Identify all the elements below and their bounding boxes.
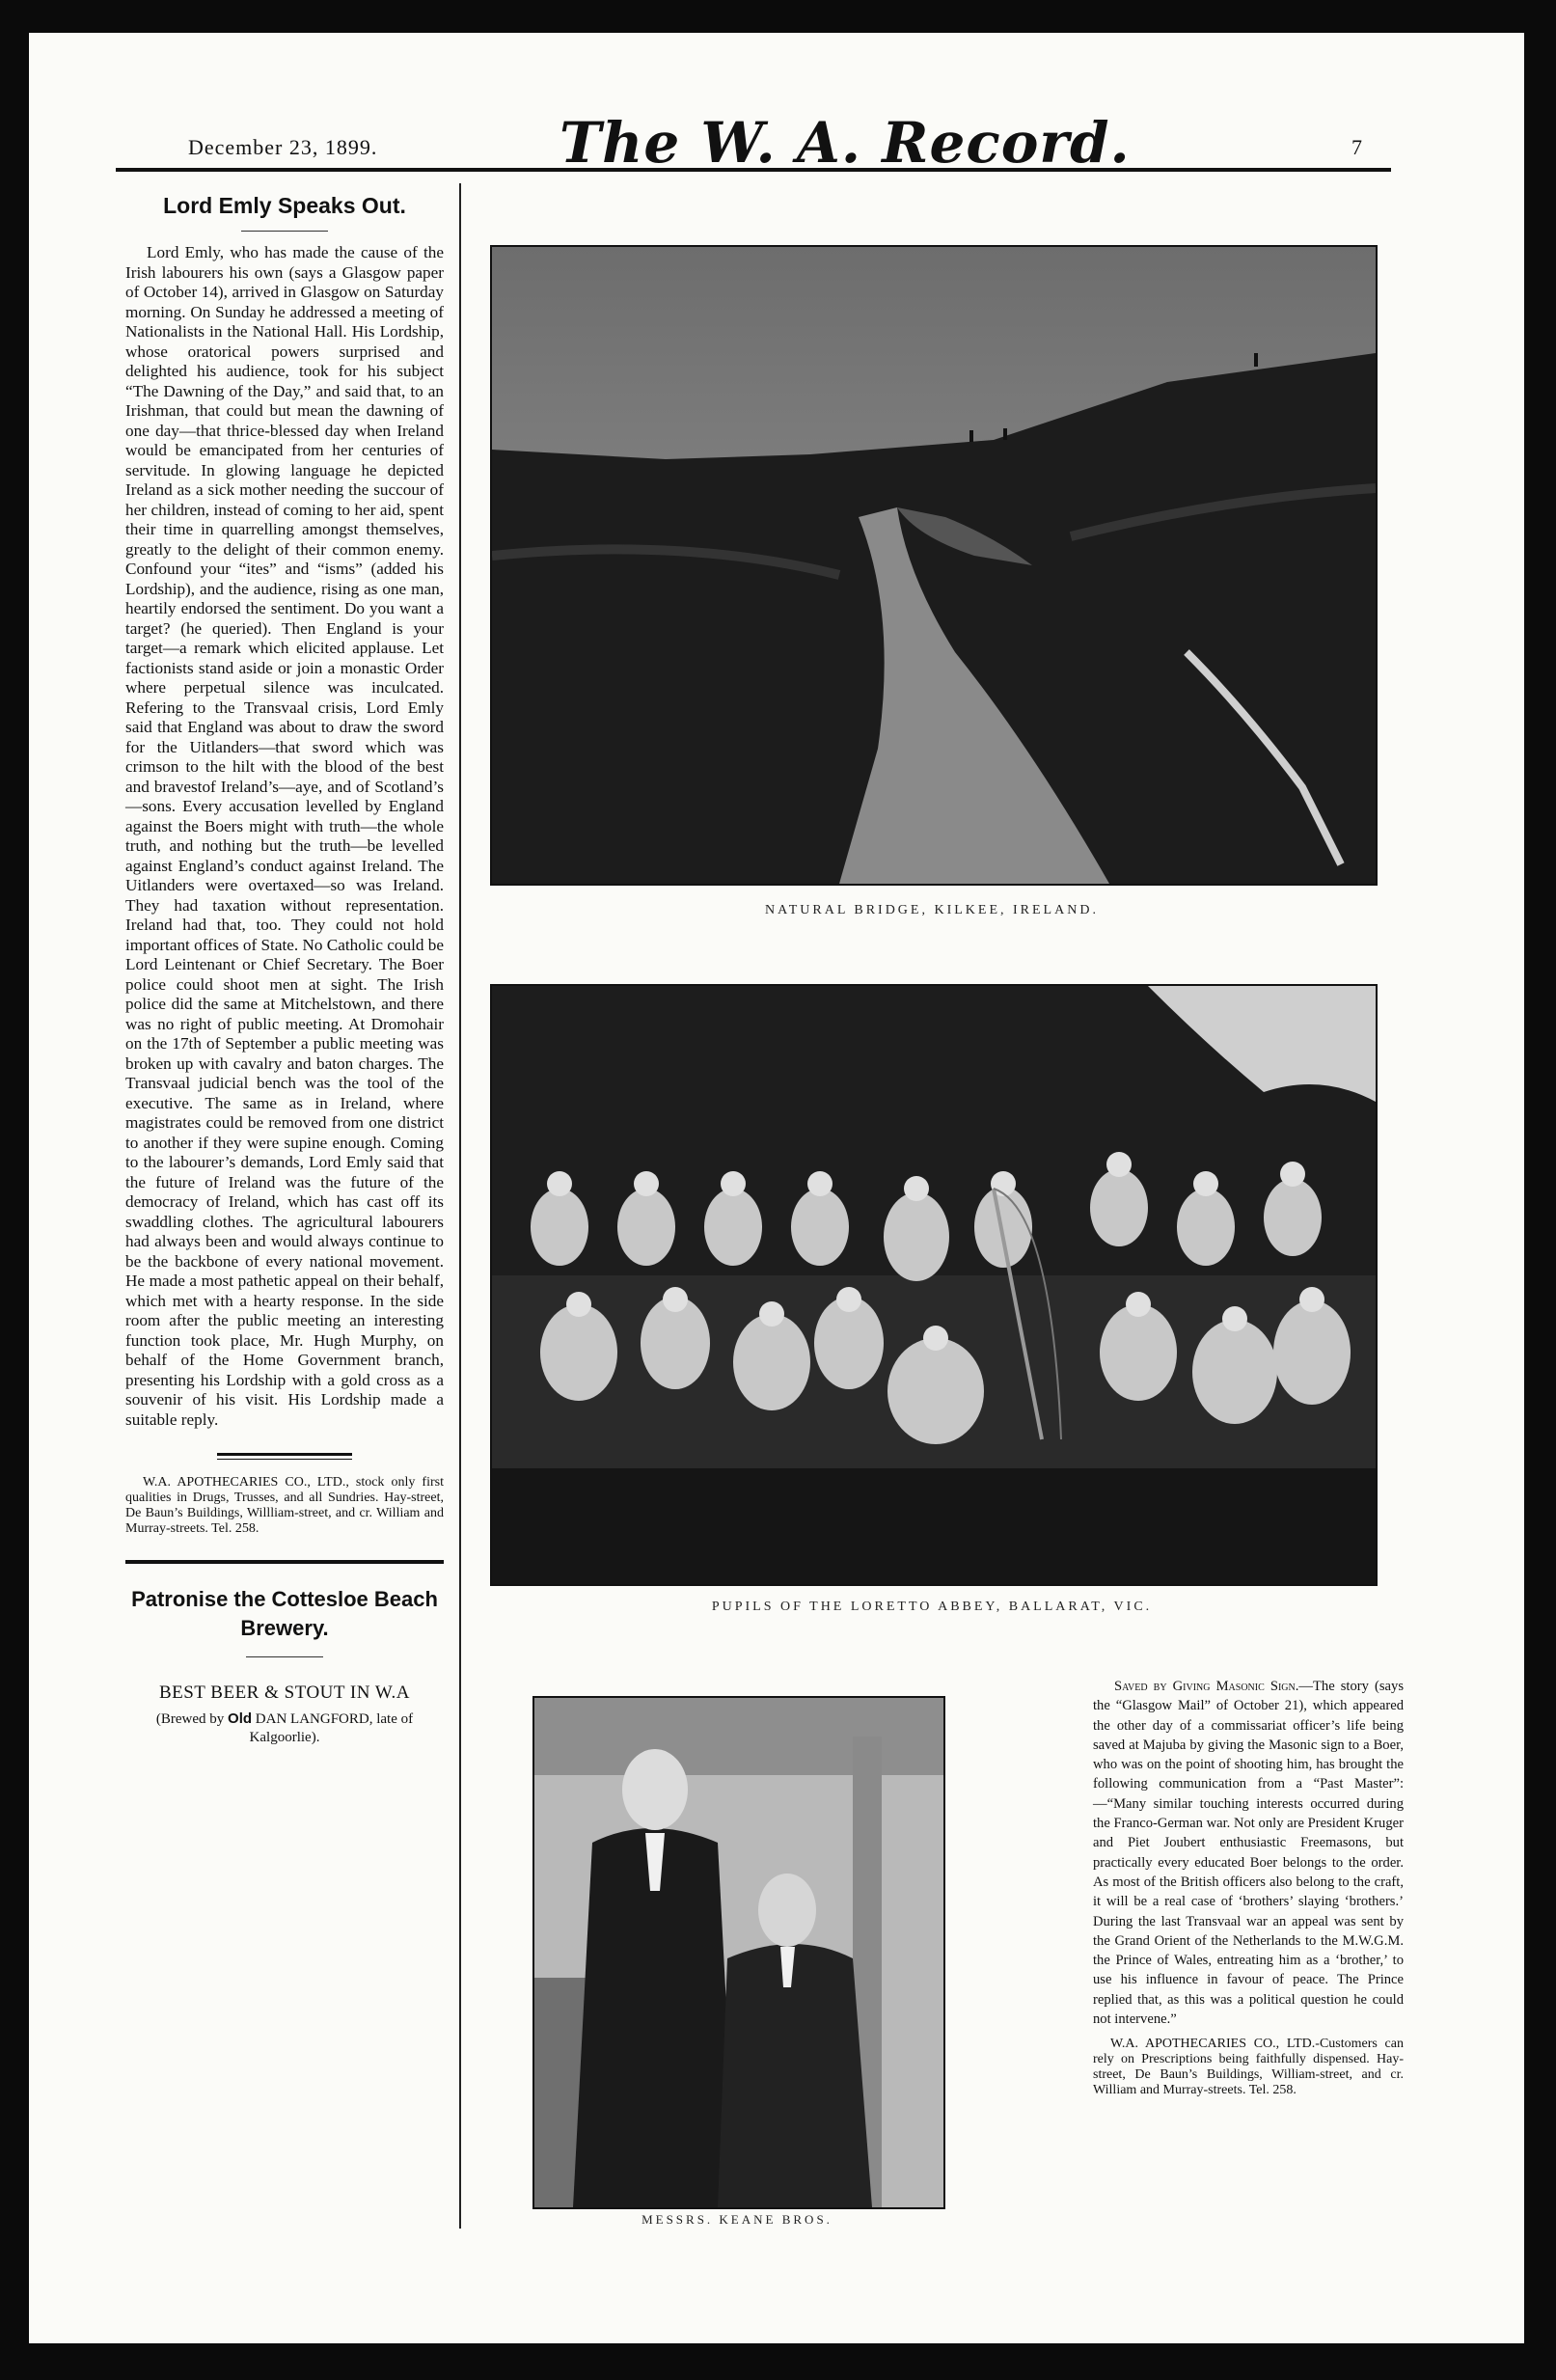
column-divider	[459, 183, 461, 2229]
right-column	[1093, 1677, 1404, 2098]
headline-rule	[241, 231, 328, 232]
landscape-illustration	[492, 247, 1376, 884]
article-body: Lord Emly, who has made the cause of the Irish labourers his own (says a Glasgow paper of October 14), arrived in Glasgow on Saturday morning. On Sunday he addressed a meeting of Nationalists in the National Hall. His Lordship, whose oratorical powers surprised and delighted his audience, took for his subject “The Dawning of the Day,” and said that, to an Irishman, that could but mean the dawning of one day—that thrice-blessed day when Ireland would be emancipated from her centuries of servitude. In glowing language he depicted Ireland as a sick mother needing the succour of her children, instead of coming to her aid, spent their time in quarrelling amongst themselves, greatly to the delight of their common enemy. Confound your “ites” and “isms” (added his Lordship), and the audience, rising as one man, heartily endorsed the sentiment. Do you want a target? (he queried). Then England is your target—a remark which elicited applause. Let factionists stand aside or join a monastic Order where perpetual silence was inculcated. Refering to the Transvaal crisis, Lord Emly said that England was about to draw the sword for the Uitlanders—that sword which was crimson to the hilt with the blood of the best and bravestof Ireland’s—aye, and of Scotland’s—sons. Every accusation levelled by England against the Boers might with truth—the whole truth, and nothing but the truth—be levelled against England’s conduct against Ireland. The Uitlanders were overtaxed—so was Ireland. They had taxation without representation. Ireland had that, too. They could not hold important offices of State. No Catholic could be Lord Leintenant or Chief Secretary. The Boer police could shoot men at sight. The Irish police did the same at Mitchelstown, and there was no right of public meeting. At Dromohair on the 17th of September a public meeting was broken up with cavalry and baton charges. The Transvaal judicial bench was the tool of the executive. The same as in Ireland, where magistrates could be removed from one district to another if they were supine enough. Coming to the labourer’s demands, Lord Emly said that the future of Ireland was the future of the democracy of Ireland, which has cast off its swaddling clothes. The agricultural labourers had always been and would always continue to be the backbone of every national movement. He made a most pathetic appeal on their behalf, which met with a hearty response. In the side room after the public meeting an interesting function took place, Mr. Hugh Murphy, on behalf of the Home Government branch, presenting his Lordship with a gold cross as a souvenir of his visit. His Lordship made a suitable reply.	[125, 243, 444, 1429]
ad-divider	[125, 1560, 444, 1564]
page-number: 7	[1351, 135, 1362, 159]
masonic-article	[1093, 1677, 1404, 2029]
brewery-ad-heading: Patronise the Cottesloe Beach Brewery.	[131, 1587, 438, 1640]
caption-natural-bridge: NATURAL BRIDGE, KILKEE, IRELAND.	[765, 903, 1099, 917]
brewery-ad-line1: BEST BEER & STOUT IN W.A	[158, 1682, 411, 1703]
caption-loretto-abbey: PUPILS OF THE LORETTO ABBEY, BALLARAT, VIC.	[711, 1600, 1153, 1614]
masthead	[116, 89, 1391, 176]
photo-natural-bridge	[490, 245, 1378, 886]
issue-date: December 23, 1899.	[188, 135, 378, 159]
section-divider	[217, 1453, 352, 1460]
apothecaries-ad: W.A. APOTHECARIES CO., LTD., stock only first qualities in Drugs, Trusses, and all Sundries. Hay-street, De Baun’s Buildings, Willliam-street, and cr. William and Murray-streets. Tel. 258.	[125, 1475, 444, 1536]
group-photo-illustration	[492, 986, 1376, 1584]
left-column	[125, 187, 444, 1747]
portrait-illustration	[534, 1698, 943, 2207]
brewery-ad-suffix: DAN LANGFORD, late of Kalgoorlie).	[249, 1711, 414, 1745]
brewery-ad-prefix: (Brewed by	[155, 1711, 229, 1727]
masonic-lead: Saved by Giving Masonic Sign.	[1114, 1679, 1299, 1694]
brewery-ad-rule	[246, 1656, 323, 1657]
brewery-ad-bold: Old	[228, 1710, 253, 1727]
masonic-body: —The story (says the “Glasgow Mail” of October 21), which appeared the other day of a commissariat officer’s life being saved at Majuba by giving the Masonic sign to a Boer, who was on the point of shooting him, has brought the following communication from a “Past Master”:—“Many similar touching interests occurred during the Franco-German war. Not only are President Kruger and Piet Joubert enthusiastic Freemasons, but practically every educated Boer belongs to the order. As most of the British officers also belong to the craft, it will be a real case of ‘brothers’ slaying ‘brothers.’ During the last Transvaal war an appeal was sent by the Grand Orient of the Netherlands to the M.W.G.M. the Prince of Wales, entreating him as a ‘brother,’ to use his influence in favour of peace. The Prince replied that, as this was a political question he could not intervene.”	[1093, 1679, 1404, 2028]
brewery-ad-line2	[125, 1710, 444, 1747]
caption-keane-bros: MESSRS. KEANE BROS.	[642, 2212, 833, 2227]
photo-keane-bros	[532, 1696, 945, 2209]
right-apothecaries-ad: W.A. APOTHECARIES CO., LTD.-Customers can rely on Prescriptions being faithfully dispensed. Hay-street, De Baun’s Buildings, William-street, and cr. William and Murray-streets. Tel. 258.	[1093, 2037, 1404, 2098]
newspaper-title: The W. A. Record.	[560, 110, 1131, 176]
article-headline: Lord Emly Speaks Out.	[163, 193, 406, 218]
masthead-rule	[116, 168, 1391, 172]
photo-loretto-abbey	[490, 984, 1378, 1586]
